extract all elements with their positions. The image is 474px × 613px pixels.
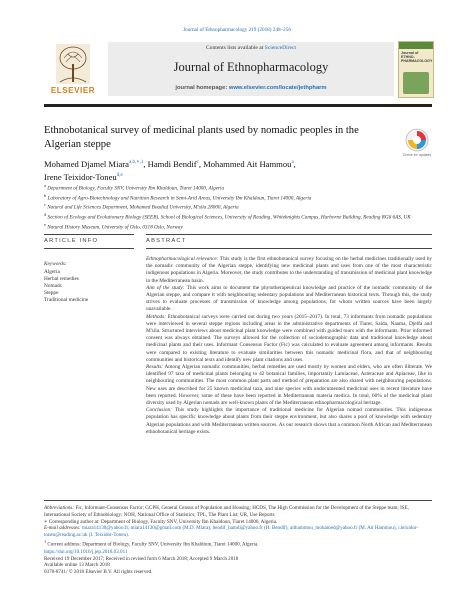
footnote-label: ∗ Corresponding author at: <box>44 518 100 525</box>
abstract-label: Ethnopharmacological relevance: <box>146 256 219 262</box>
footnote <box>44 505 432 519</box>
footnote-text: Fic, Informant-Consensus Factor; GCPH, General Census of Population and Housing; HCDS, The High Commission for the Development of the Steppe team; ISE, International Society of Ethnobiology; NOH, National Office of Statistics; TPL, The Plant List; UR, Use Reports <box>44 505 410 518</box>
affiliation-mark: e <box>44 221 46 227</box>
abstract-label: Methods: <box>146 313 167 320</box>
cover-title: Journal of ETHNO-PHARMACOLOGY <box>401 51 433 64</box>
copyright: 0378-8741/ © 2018 Elsevier B.V. All rights reserved. <box>44 568 153 575</box>
journal-reference[interactable]: Journal of Ethnopharmacology 219 (2018) 248–256 <box>183 27 291 33</box>
article-title: Ethnobotanical survey of medicinal plants used by nomadic peoples in the Algerian steppe <box>44 125 359 150</box>
abstract-paragraph <box>146 314 432 364</box>
affiliations <box>44 183 434 231</box>
journal-header <box>108 42 394 96</box>
abstract-text: Ethnobotanical surveys were carried out during two years (2015–2017). In total, 73 informants from nomadic populations were interviewed in several steppe regions including areas in the administrative departments of Tiaret, Saida, Naama, Djelfa and M'sila. Structured interviews about medicinal plant knowledge were combined with guided tours with the informants. Prior informed consent was always obtained. The surveys allowed for the collection of sociodemographic data and traditional knowledge about medicinal plants and their uses. Informant Consensus Factor (Fic) was calculated to evaluate agreement among informants. Results were compared to existing literature to evaluate similarities between this nomadic medicinal flora, and that of neighbouring communities and historical texts and identify new plant citations and uses. <box>146 313 432 363</box>
online-date: Available online 13 March 2018 <box>44 562 110 569</box>
homepage-prefix: journal homepage: <box>175 85 229 91</box>
journal-cover[interactable] <box>398 41 434 98</box>
keyword: Nomads <box>44 283 62 290</box>
article-info-rule-top <box>44 234 134 235</box>
affiliation <box>44 202 434 212</box>
footnote-email-links[interactable]: miara14130@yahoo.fr, miara14130@gmail.com (M.D. Miara), bendif_hamdi@yahoo.fr (H. Bendif), aithammou_mohamed@yahoo.fr (M. Ait Hammou), i.teixidor-toneu@reading.ac.uk (I. Teixidor-Toneu). <box>44 525 419 539</box>
abstract-paragraph <box>146 407 432 436</box>
author-name[interactable]: Irene Teixidor-Toneu <box>44 172 117 183</box>
footnote-text: Department of Biology, Faculty SNV, University Ibn Khaldoun, Tiaret 14000, Algeria. <box>99 518 278 525</box>
crossmark-label: Check for updates <box>402 153 432 157</box>
abstract-rule-bottom <box>146 248 432 249</box>
keyword: Steppe <box>44 290 59 297</box>
homepage-link[interactable]: www.elsevier.com/locate/jethpharm <box>228 85 327 91</box>
contents-prefix: Contents lists available at <box>205 45 265 51</box>
affiliation-mark: c <box>44 202 46 208</box>
keyword: Algeria <box>44 269 60 275</box>
abstract-text: This work aims to document the phytotherapeutical knowledge and practice of the nomadic community of the Algerian steppe, and compare it with neighbouring sedentary populations and Mediterranean historical texts. Through this, the study strives to evaluate processes of transmission of knowledge among populations, for whom written sources have been largely unavailable. <box>146 284 433 313</box>
abstract-label: Aim of the study: <box>146 284 185 291</box>
received-dates: Received 19 December 2017; Received in revised form 6 March 2018; Accepted 9 March 2018 <box>44 555 239 562</box>
affiliation <box>44 183 434 193</box>
elsevier-tree-icon <box>56 44 90 84</box>
article-info-heading: ARTICLE INFO <box>44 238 99 244</box>
elsevier-wordmark: ELSEVIER <box>50 86 96 95</box>
affiliation-text: Department of Biology, Faculty SNV, University Ibn Khaldoun, Tiaret 14000, Algeria <box>47 185 225 192</box>
author-list: Mohamed Djamel Miara$^{a,b,∗,1}$, Hamdi Bendif$^c$, Mohammed Ait Hammou$^a$, Irene Teixidor-Toneu$^{d,e}$ <box>44 158 296 183</box>
footnote-label: E-mail addresses: <box>44 525 81 532</box>
abstract-heading: ABSTRACT <box>146 238 187 244</box>
abstract-text: This study is the first ethnobotanical survey focusing on the herbal medicines traditionally used by the nomadic community of the Algerian steppe, identifying new medicinal plants and uses from one of the most characteristic indigenous populations in Algeria. Moreover, the study contributes to the understanding of transmission of medicinal plant knowledge in the Mediterranean basin. <box>146 256 432 284</box>
affiliation-mark: a <box>44 183 46 188</box>
author-name[interactable]: Mohamed Djamel Miara <box>44 158 129 169</box>
footnote <box>44 525 432 539</box>
keyword-list <box>44 269 134 304</box>
contents-line <box>108 45 394 51</box>
author-marks: a <box>291 160 294 165</box>
keyword: Traditional medicine <box>44 297 89 304</box>
sciencedirect-link[interactable]: ScienceDirect <box>264 45 297 51</box>
abstract-paragraph <box>146 256 432 285</box>
doi-link[interactable]: https://doi.org/10.1016/j.jep.2018.03.011 <box>44 549 128 555</box>
abstract-text: This study highlights the importance of traditional medicine for Algerian nomad communities. This indigenous population has specific knowledge about plants from their steppe environment, but also shares a pool of knowledge with sedentary Algerian populations and with Mediterranean written sources. As our research shows that a common North African and Mediterranean ethnobotanical heritage exists. <box>146 407 432 435</box>
footnote <box>44 539 432 548</box>
cover-plant-image <box>403 72 429 94</box>
article-info-rule-bottom <box>44 248 134 249</box>
affiliation-text: Natural and Life Sciences Department, Mohamed Boudiaf University, M'sila 28000, Algeria <box>47 205 239 212</box>
crossmark-icon[interactable] <box>405 128 429 152</box>
affiliation <box>44 212 434 222</box>
homepage-line <box>108 85 394 91</box>
affiliation-text: Laboratory of Agro-Biotechnology and Nutrition Research in Semi-Arid Areas, University Ibn Khaldoun, Tiaret 14000, Algeria <box>47 195 312 202</box>
author-name[interactable]: Mohammed Ait Hammou <box>203 158 292 169</box>
footnotes <box>44 505 432 548</box>
journal-title: Journal of Ethnopharmacology <box>173 60 329 74</box>
affiliation <box>44 193 434 203</box>
header-divider <box>44 104 432 107</box>
footnote-label: 1 <box>44 538 47 544</box>
abstract-label: Conclusion: <box>146 407 172 414</box>
cover-band <box>399 42 433 49</box>
abstract-paragraph <box>146 364 432 407</box>
abstract-label: Results: <box>146 364 164 371</box>
author-marks: d,e <box>116 173 123 179</box>
affiliation-mark: d <box>44 211 47 217</box>
abstract-text: Among Algerian nomadic communities, herbal remedies are used mostly by women and elders, who are often illiterate. We identified 97 taxa of medicinal plants belonging to 42 botanical families, importantly Lamiaceae, Asteraceae and Apiaceae, like in neighbouring communities. The most common plant parts and method of preparation are also shared with neighbouring populations. New uses are described for 25 known medicinal taxa, and nine species with undocumented medicinal uses in recent literature have been reported. However, some of these have been reported in Mediterranean materia medica. In total, 60% of the medicinal plant diversity used by Algerian nomads are well-known plants of the Mediterranean ethnopharmacological heritage. <box>146 364 432 407</box>
abstract-paragraph <box>146 285 432 314</box>
footnote-text: Current address: Department of Biology, Faculty SNV, University Ibn Khaldoun, Tiaret 14000, Algeria. <box>46 541 259 548</box>
abstract-rule-top <box>146 234 432 235</box>
author-marks: c <box>196 160 199 165</box>
footnote-divider <box>44 500 432 501</box>
affiliation-text: Natural History Museum, University of Oslo, 0318 Oslo, Norway <box>47 224 183 231</box>
footnote-label: Abbreviations: <box>44 505 75 511</box>
affiliation <box>44 222 434 232</box>
author-name[interactable]: Hamdi Bendif <box>147 158 197 169</box>
keyword: Herbal remedies <box>44 276 79 283</box>
elsevier-logo[interactable] <box>46 41 100 97</box>
abstract-body <box>146 256 432 436</box>
affiliation-text: Section of Ecology and Evolutionary Biology (SEEB), School of Biological Sciences, University of Reading, Whiteknights Campus, Harborne Building, Reading RG6 6AS, UK <box>47 214 411 221</box>
affiliation-mark: b <box>44 192 47 198</box>
publication-info <box>44 549 432 575</box>
keywords-label: Keywords: <box>44 261 67 267</box>
author-marks: a,b,∗,1 <box>128 160 144 165</box>
